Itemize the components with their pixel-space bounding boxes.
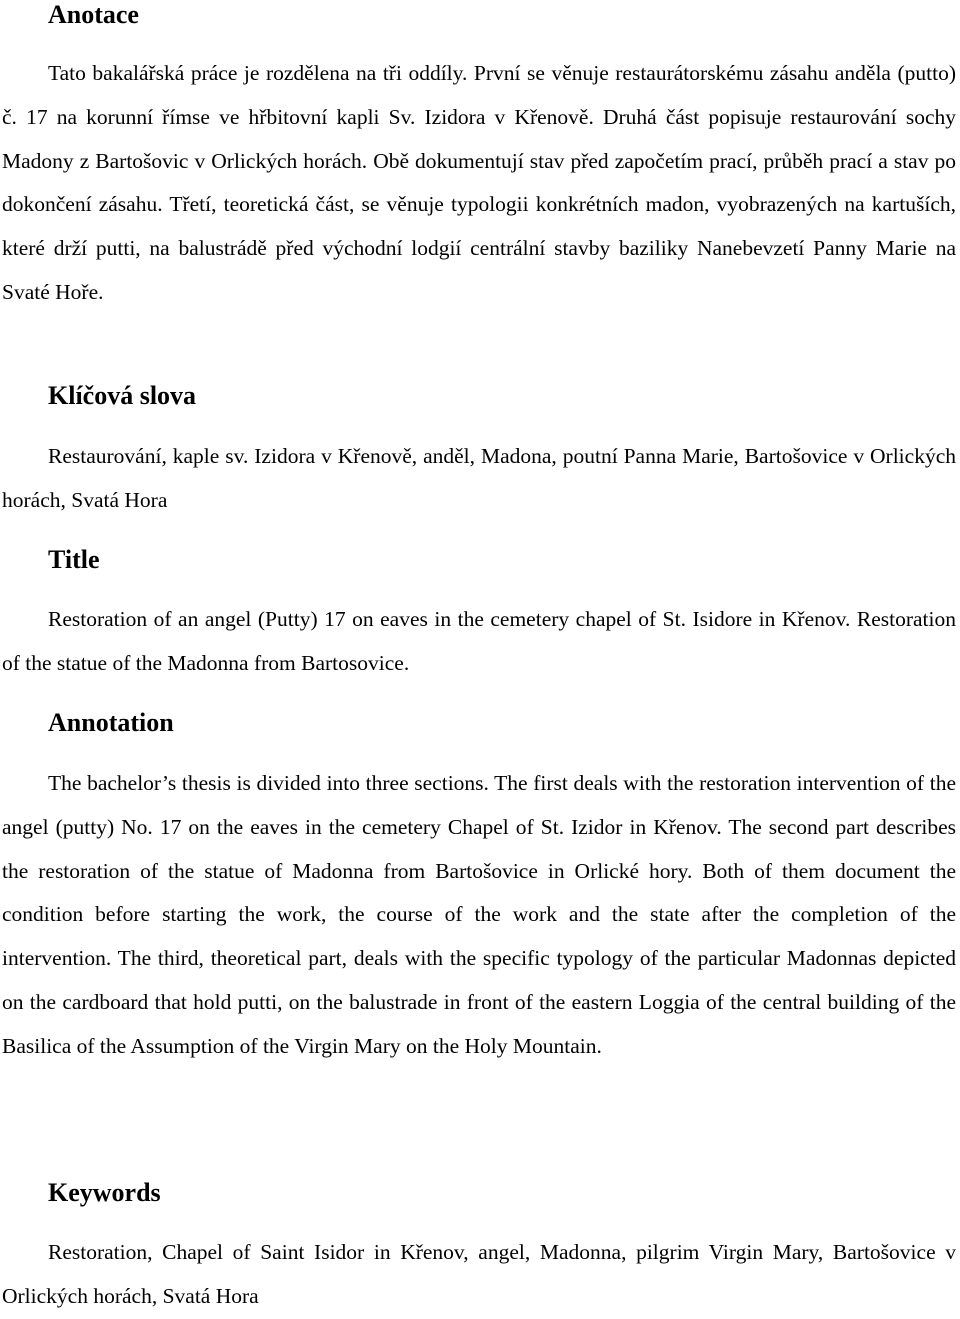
- heading-anotace: Anotace: [48, 0, 139, 29]
- paragraph-keywords: Restoration, Chapel of Saint Isidor in Křenov, angel, Madonna, pilgrim Virgin Mary, Bartošovice v Orlických horách, Svatá Hora: [2, 1240, 956, 1308]
- paragraph-title: Restoration of an angel (Putty) 17 on eaves in the cemetery chapel of St. Isidore in Křenov. Restoration of the statue of the Madonna from Bartosovice.: [2, 607, 956, 675]
- heading-klicova-slova: Klíčová slova: [48, 381, 197, 410]
- paragraph-annotation: The bachelor’s thesis is divided into three sections. The first deals with the restoration intervention of the angel (putty) No. 17 on the eaves in the cemetery Chapel of St. Izidor in Křenov. The second part describes the restoration of the statue of Madonna from Bartošovice in Orlické hory. Both of them document the condition before starting the work, the course of the work and the state after the completion of the intervention. The third, theoretical part, deals with the specific typology of the particular Madonnas depicted on the cardboard that hold putti, on the balustrade in front of the eastern Loggia of the central building of the Basilica of the Assumption of the Virgin Mary on the Holy Mountain.: [2, 771, 956, 1058]
- heading-title: Title: [48, 545, 100, 574]
- paragraph-klicova-slova: Restaurování, kaple sv. Izidora v Křenově, anděl, Madona, poutní Panna Marie, Bartošovice v Orlických horách, Svatá Hora: [2, 444, 956, 512]
- heading-annotation: Annotation: [48, 708, 174, 737]
- heading-keywords: Keywords: [48, 1178, 161, 1207]
- paragraph-anotace: Tato bakalářská práce je rozdělena na tři oddíly. První se věnuje restaurátorskému zásahu anděla (putto) č. 17 na korunní římse ve hřbitovní kapli Sv. Izidora v Křenově. Druhá část popisuje restaurování sochy Madony z Bartošovic v Orlických horách. Obě dokumentují stav před započetím prací, průběh prací a stav po dokončení zásahu. Třetí, teoretická část, se věnuje typologii konkrétních madon, vyobrazených na kartuších, které drží putti, na balustrádě před východní lodgií centrální stavby baziliky Nanebevzetí Panny Marie na Svaté Hoře.: [2, 61, 956, 304]
